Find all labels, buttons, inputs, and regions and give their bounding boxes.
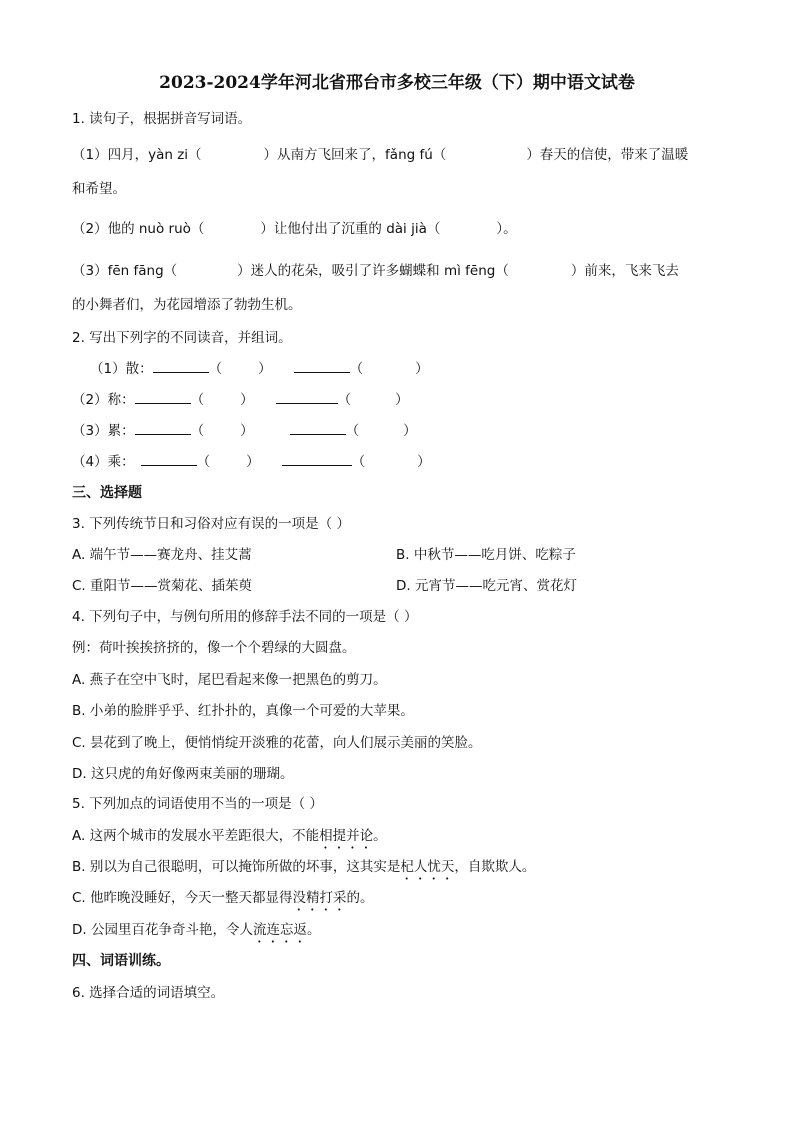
q4-example: 例：荷叶挨挨挤挤的，像一个个碧绿的大圆盘。: [72, 640, 356, 656]
text: ）。: [496, 221, 517, 237]
section-heading-4: 四、词语训练。: [72, 953, 170, 969]
q4-option-a[interactable]: A. 燕子在空中飞时，尾巴看起来像一把黑色的剪刀。: [72, 672, 387, 688]
text: （3）fēn fāng（: [72, 263, 178, 279]
q4-option-c[interactable]: C. 昙花到了晚上，便悄悄绽开淡雅的花蕾，向人们展示美丽的笑脸。: [72, 735, 482, 751]
q6-stem: 6. 选择合适的词语填空。: [72, 985, 225, 1001]
dotted-word: 没精打采: [292, 890, 347, 906]
text: A. 这两个城市的发展水平差距很大，不能: [72, 828, 320, 844]
answer-blank[interactable]: [290, 422, 346, 435]
text: ）: [246, 454, 260, 470]
text: （: [351, 454, 366, 470]
text: ）让他付出了沉重的 dài jià（: [260, 221, 441, 237]
text: ，自欺欺人。: [454, 859, 536, 875]
q2-row-2: [72, 391, 409, 409]
text: （: [190, 392, 205, 408]
text: D. 公园里百花争奇斗艳，令人: [72, 922, 253, 938]
dotted-word: 相提并论: [319, 828, 374, 844]
text: ）: [240, 423, 254, 439]
q5-option-b[interactable]: [72, 858, 535, 883]
text: （1）散：: [90, 361, 153, 377]
dotted-word: 杞人忧天: [400, 859, 455, 875]
answer-blank[interactable]: [135, 422, 191, 435]
text: C. 他昨晚没睡好，今天一整天都显得: [72, 890, 293, 906]
text: ）从南方飞回来了，fǎng fú（: [263, 147, 447, 163]
q1-sentence-3-cont: 的小舞者们，为花园增添了勃勃生机。: [72, 297, 302, 313]
q5-stem: 5. 下列加点的词语使用不当的一项是（ ）: [72, 796, 323, 812]
text: ）春天的信使，带来了温暖: [526, 147, 689, 163]
text: ）迷人的花朵，吸引了许多蝴蝶和 mì fēng（: [237, 263, 509, 279]
q4-stem: 4. 下列句子中，与例句所用的修辞手法不同的一项是（ ）: [72, 609, 418, 625]
q3-options-row-1: [72, 546, 576, 564]
q1-sentence-2: [72, 220, 517, 238]
text: （: [196, 454, 211, 470]
q2-row-3: [72, 422, 417, 440]
text: （4）乘：: [72, 454, 135, 470]
q2-row-1: [90, 360, 429, 378]
text: （2）他的 nuò ruò（: [72, 221, 205, 237]
answer-blank[interactable]: [153, 360, 209, 373]
text: 。: [306, 922, 321, 938]
text: ）: [415, 361, 429, 377]
option-b[interactable]: B. 中秋节——吃月饼、吃粽子: [396, 547, 576, 563]
text: ）: [395, 392, 409, 408]
q2-row-4: [72, 453, 431, 471]
text: （3）累：: [72, 423, 135, 439]
text: （: [190, 423, 205, 439]
text: （2）称：: [72, 392, 135, 408]
text: （: [208, 361, 223, 377]
text: B. 别以为自己很聪明，可以掩饰所做的坏事，这其实是: [72, 859, 401, 875]
text: （: [345, 423, 360, 439]
text: ）: [240, 392, 254, 408]
text: （1）四月，yàn zi（: [72, 147, 202, 163]
q1-sentence-3: [72, 262, 679, 280]
text: ）: [417, 454, 431, 470]
text: （: [349, 361, 364, 377]
text: ）前来，飞来飞去: [570, 263, 679, 279]
dotted-word: 流连忘返: [252, 922, 307, 938]
q2-stem: 2. 写出下列字的不同读音，并组词。: [72, 330, 292, 346]
q1-sentence-1-cont: 和希望。: [72, 181, 126, 197]
text: （: [337, 392, 352, 408]
option-a[interactable]: A. 端午节——赛龙舟、挂艾蒿: [72, 547, 252, 563]
q4-option-d[interactable]: D. 这只虎的角好像两束美丽的珊瑚。: [72, 766, 294, 782]
option-d[interactable]: D. 元宵节——吃元宵、赏花灯: [396, 578, 577, 594]
q5-option-a[interactable]: [72, 827, 387, 852]
text: 。: [373, 828, 387, 844]
answer-blank[interactable]: [282, 453, 352, 466]
text: 的。: [346, 890, 374, 906]
q1-stem: 1. 读句子，根据拼音写词语。: [72, 111, 252, 127]
page-title: 2023-2024学年河北省邢台市多校三年级（下）期中语文试卷: [159, 73, 635, 93]
q3-options-row-2: [72, 577, 577, 595]
q5-option-c[interactable]: [72, 889, 374, 914]
q1-sentence-1: [72, 146, 688, 164]
q4-option-b[interactable]: B. 小弟的脸胖乎乎、红扑扑的，真像一个可爱的大苹果。: [72, 703, 414, 719]
q3-stem: 3. 下列传统节日和习俗对应有误的一项是（ ）: [72, 516, 350, 532]
q5-option-d[interactable]: [72, 921, 320, 946]
section-heading-3: 三、选择题: [72, 485, 142, 501]
answer-blank[interactable]: [294, 360, 350, 373]
answer-blank[interactable]: [141, 453, 197, 466]
answer-blank[interactable]: [276, 391, 338, 404]
answer-blank[interactable]: [135, 391, 191, 404]
option-c[interactable]: C. 重阳节——赏菊花、插茱萸: [72, 578, 253, 594]
text: ）: [258, 361, 272, 377]
text: ）: [403, 423, 417, 439]
